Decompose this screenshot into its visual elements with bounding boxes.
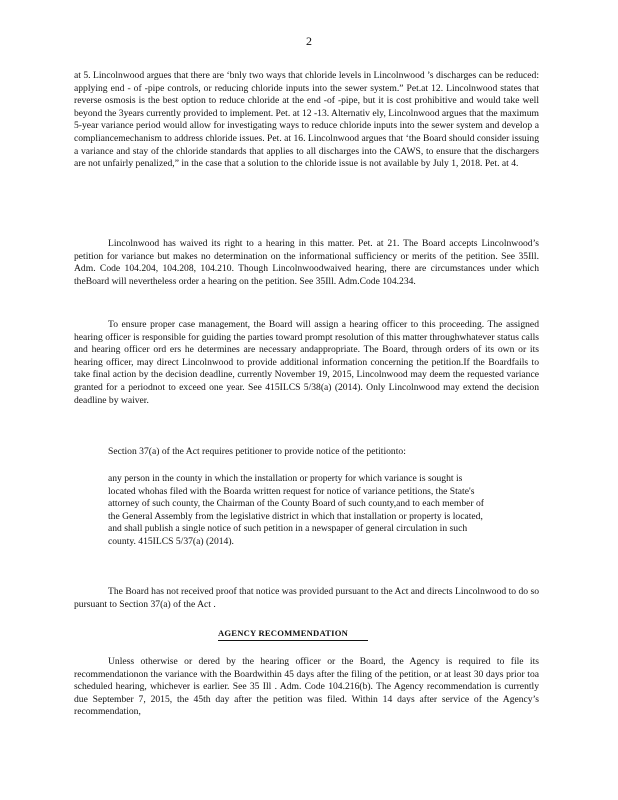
paragraph-agency-recommendation: Unless otherwise or dered by the hearing officer or the Board, the Agency is required to file its recommendationon the variance with the Boardwithin 45 days after the filing of the petition, or at least 30 days prior toa scheduled hearing, whichever is earlier. See 35 Ill . Adm. Code 104.216(b). The Agency recommendation is currently due September 7, 2015, the 45th day after the petition was filed. Within 14 days after service of the Agency’s recommendation,: [74, 656, 539, 718]
paragraph-notice-directive: The Board has not received proof that notice was provided pursuant to the Act and directs Lincolnwood to do so pursuant to Section 37(a) of the Act .: [74, 586, 539, 610]
block-quote-notice: any person in the county in which the installation or property for which variance is sought is located whohas filed with the Boarda written request for notice of variance petitions, the State's attorney of such county, the Chairman of the County Board of such county,and to each member of the General Assembly from the legislative district in which that installation or property is located, and shall publish a single notice of such petition in a newspaper of general circulation in such county. 415ILCS 5/37(a) (2014).: [108, 473, 485, 547]
section-heading-agency-recommendation: AGENCY RECOMMENDATION: [218, 628, 368, 641]
paragraph-hearing-waiver: Lincolnwood has waived its right to a hearing in this matter. Pet. at 21. The Board accepts Lincolnwood’s petition for variance but makes no determination on the informational sufficiency or merits of the petition. See 35Ill. Adm. Code 104.204, 104.208, 104.210. Though Lincolnwoodwaived hearing, there are circumstances under which theBoard will nevertheless order a hearing on the petition. See 35Ill. Adm.Code 104.234.: [74, 238, 539, 287]
paragraph-case-management: To ensure proper case management, the Board will assign a hearing officer to this proceeding. The assigned hearing officer is responsible for guiding the parties toward prompt resolution of this matter throughwhatever status calls and hearing officer ord ers he determines are necessary andappropriate. The Board, through orders of its own or its hearing officer, may direct Lincolnwood to provide additional information concerning the petition.If the Boardfails to take final action by the decision deadline, currently November 19, 2015, Lincolnwood may deem the requested variance granted for a periodnot to exceed one year. See 415ILCS 5/38(a) (2014). Only Lincolnwood may extend the decision deadline by waiver.: [74, 319, 539, 406]
page-number: 2: [306, 34, 312, 48]
paragraph-arguments: at 5. Lincolnwood argues that there are ‘bnly two ways that chloride levels in Lincolnwood ’s discharges can be reduced: applying end - of -pipe controls, or reducing chloride inputs into the sewer system.” Pet.at 12. Lincolnwood states that reverse osmosis is the best option to reduce chloride at the end -of -pipe, but it is cost prohibitive and would take well beyond the 3years currently provided to implement. Pet. at 12 -13. Alternativ ely, Lincolnwood argues that the maximum 5-year variance period would allow for investigating ways to reduce chloride inputs into the sewer system and develop a compliancemechanism to address chloride issues. Pet. at 16. Lincolnwood argues that ‘the Board should consider issuing a variance and stay of the chloride standards that applies to all discharges into the CAWS, to ensure that the dischargers are not unfairly penalized,” in the case that a solution to the chloride issue is not available by July 1, 2018. Pet. at 4.: [74, 70, 539, 170]
paragraph-section-37a: Section 37(a) of the Act requires petitioner to provide notice of the petitionto:: [108, 446, 406, 457]
